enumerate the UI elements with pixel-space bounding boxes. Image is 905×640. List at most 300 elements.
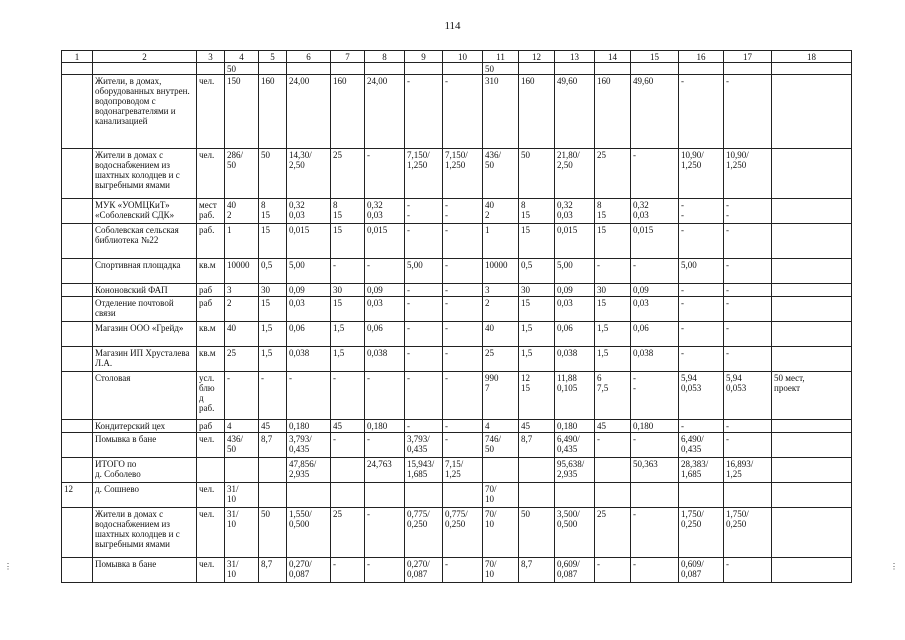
table-cell: 50,363 bbox=[631, 458, 679, 483]
table-cell: - bbox=[595, 558, 631, 583]
table-cell: 0,775/ 0,250 bbox=[405, 508, 443, 558]
table-cell bbox=[62, 433, 93, 458]
table-cell bbox=[679, 483, 724, 508]
table-cell: Столовая bbox=[93, 372, 197, 420]
table-cell: 3,793/ 0,435 bbox=[405, 433, 443, 458]
table-row bbox=[62, 420, 852, 433]
table-cell: 25 bbox=[595, 508, 631, 558]
table-cell: - bbox=[443, 558, 483, 583]
table-cell bbox=[62, 63, 93, 75]
table-cell: 0,180 bbox=[287, 420, 331, 433]
table-cell bbox=[555, 63, 595, 75]
table-cell: 160 bbox=[331, 75, 365, 149]
table-cell: 10 bbox=[443, 51, 483, 63]
table-cell: 5,94 0,053 bbox=[679, 372, 724, 420]
table-cell: - bbox=[631, 149, 679, 199]
table-row bbox=[62, 508, 852, 558]
table-cell: - bbox=[631, 259, 679, 284]
table-cell: 0,609/ 0,087 bbox=[555, 558, 595, 583]
table-cell: чел. bbox=[197, 508, 225, 558]
table-cell: 14 bbox=[595, 51, 631, 63]
table-cell: - bbox=[405, 284, 443, 297]
table-cell: 25 bbox=[331, 508, 365, 558]
table-cell: 1,750/ 0,250 bbox=[679, 508, 724, 558]
table-cell: 0,06 bbox=[631, 322, 679, 347]
table-cell: чел. bbox=[197, 483, 225, 508]
table-cell: - bbox=[443, 284, 483, 297]
table-cell bbox=[62, 347, 93, 372]
table-body bbox=[62, 51, 852, 583]
table-cell: - bbox=[724, 259, 772, 284]
table-cell: 24,00 bbox=[365, 75, 405, 149]
table-cell bbox=[62, 259, 93, 284]
table-cell: Помывка в бане bbox=[93, 558, 197, 583]
table-cell: - bbox=[631, 508, 679, 558]
table-cell: 15 bbox=[331, 297, 365, 322]
table-cell bbox=[595, 458, 631, 483]
table-cell bbox=[724, 63, 772, 75]
table-cell bbox=[772, 63, 852, 75]
table-cell: - bbox=[724, 284, 772, 297]
table-cell bbox=[519, 483, 555, 508]
table-cell: 5 bbox=[259, 51, 287, 63]
table-cell: 1,750/ 0,250 bbox=[724, 508, 772, 558]
table-row bbox=[62, 199, 852, 224]
table-cell: 0,32 0,03 bbox=[287, 199, 331, 224]
table-cell bbox=[259, 458, 287, 483]
table-cell: - bbox=[679, 347, 724, 372]
table-cell: 1,5 bbox=[519, 347, 555, 372]
table-cell: - bbox=[331, 433, 365, 458]
data-table bbox=[61, 50, 852, 583]
table-cell: усл. блю д раб. bbox=[197, 372, 225, 420]
table-cell: - bbox=[443, 372, 483, 420]
table-cell: кв.м bbox=[197, 259, 225, 284]
table-cell: - bbox=[595, 259, 631, 284]
table-cell bbox=[405, 483, 443, 508]
table-cell: 10000 bbox=[225, 259, 259, 284]
table-cell: 14,30/ 2,50 bbox=[287, 149, 331, 199]
table-cell: 0,09 bbox=[365, 284, 405, 297]
table-cell: Жители в домах с водоснабжением из шахтных колодцев и с выгребными ямами bbox=[93, 149, 197, 199]
table-cell: 10000 bbox=[483, 259, 519, 284]
table-cell: - bbox=[724, 322, 772, 347]
table-cell: 50 bbox=[483, 63, 519, 75]
table-cell: 0,180 bbox=[555, 420, 595, 433]
table-cell: 0,180 bbox=[365, 420, 405, 433]
table-cell bbox=[365, 63, 405, 75]
table-cell bbox=[259, 483, 287, 508]
table-cell: 17 bbox=[724, 51, 772, 63]
table-cell: 49,60 bbox=[555, 75, 595, 149]
table-cell: 49,60 bbox=[631, 75, 679, 149]
table-cell: Жители, в домах, оборудованных внутрен. водопроводом с водонагревателями и канализацией bbox=[93, 75, 197, 149]
table-cell: 50 bbox=[259, 149, 287, 199]
table-cell bbox=[405, 63, 443, 75]
table-cell: 8,7 bbox=[519, 433, 555, 458]
table-cell bbox=[519, 458, 555, 483]
table-cell: 746/ 50 bbox=[483, 433, 519, 458]
table-cell: 30 bbox=[331, 284, 365, 297]
table-cell: д. Сошнево bbox=[93, 483, 197, 508]
table-cell: 6 7,5 bbox=[595, 372, 631, 420]
table-row bbox=[62, 483, 852, 508]
table-cell: 2 bbox=[93, 51, 197, 63]
table-cell bbox=[365, 483, 405, 508]
table-cell: - bbox=[724, 347, 772, 372]
table-cell: 24,00 bbox=[287, 75, 331, 149]
table-cell: 2 bbox=[225, 297, 259, 322]
table-cell bbox=[772, 433, 852, 458]
table-cell: 5,94 0,053 bbox=[724, 372, 772, 420]
table-cell: - bbox=[365, 558, 405, 583]
table-cell: 31/ 10 bbox=[225, 483, 259, 508]
table-cell: 11,88 0,105 bbox=[555, 372, 595, 420]
table-cell: 0,09 bbox=[287, 284, 331, 297]
table-cell: 8 bbox=[365, 51, 405, 63]
table-cell: - bbox=[405, 297, 443, 322]
table-cell: - bbox=[443, 75, 483, 149]
table-cell: 31/ 10 bbox=[225, 508, 259, 558]
table-cell: 3,500/ 0,500 bbox=[555, 508, 595, 558]
table-cell: 30 bbox=[595, 284, 631, 297]
table-row bbox=[62, 372, 852, 420]
table-cell: 0,775/ 0,250 bbox=[443, 508, 483, 558]
table-cell: 8,7 bbox=[259, 433, 287, 458]
table-cell bbox=[772, 347, 852, 372]
table-cell bbox=[62, 558, 93, 583]
table-cell: 8,7 bbox=[519, 558, 555, 583]
table-cell: 286/ 50 bbox=[225, 149, 259, 199]
table-cell bbox=[772, 322, 852, 347]
table-cell: 0,5 bbox=[259, 259, 287, 284]
table-cell: раб bbox=[197, 284, 225, 297]
table-cell: Отделение почтовой связи bbox=[93, 297, 197, 322]
table-row bbox=[62, 149, 852, 199]
table-cell: 15 bbox=[595, 224, 631, 259]
table-cell: 0,038 bbox=[631, 347, 679, 372]
table-cell: 6,490/ 0,435 bbox=[679, 433, 724, 458]
table-cell: 45 bbox=[259, 420, 287, 433]
table-cell: - bbox=[365, 149, 405, 199]
table-cell: 15 bbox=[519, 224, 555, 259]
table-cell: - - bbox=[443, 199, 483, 224]
table-cell: 25 bbox=[595, 149, 631, 199]
table-cell: 40 bbox=[225, 322, 259, 347]
table-cell: 5,00 bbox=[679, 259, 724, 284]
table-cell bbox=[197, 63, 225, 75]
table-cell: 18 bbox=[772, 51, 852, 63]
table-cell: кв.м bbox=[197, 322, 225, 347]
table-cell: - bbox=[724, 420, 772, 433]
table-cell: 1,5 bbox=[595, 322, 631, 347]
table-cell: Соболевская сельская библиотека №22 bbox=[93, 224, 197, 259]
table-cell: ИТОГО по д. Соболево bbox=[93, 458, 197, 483]
table-cell bbox=[62, 149, 93, 199]
table-cell: 50 мест, проект bbox=[772, 372, 852, 420]
table-cell: 12 15 bbox=[519, 372, 555, 420]
table-cell: 0,03 bbox=[555, 297, 595, 322]
table-cell: 6 bbox=[287, 51, 331, 63]
table-cell bbox=[772, 259, 852, 284]
table-cell: - bbox=[443, 347, 483, 372]
table-cell: 28,383/ 1,685 bbox=[679, 458, 724, 483]
table-cell: Помывка в бане bbox=[93, 433, 197, 458]
table-cell: чел. bbox=[197, 75, 225, 149]
table-cell: - bbox=[724, 75, 772, 149]
table-cell: 1,5 bbox=[331, 322, 365, 347]
table-cell: - bbox=[595, 433, 631, 458]
table-cell: Жители в домах с водоснабжением из шахтных колодцев и с выгребными ямами bbox=[93, 508, 197, 558]
table-cell bbox=[772, 297, 852, 322]
table-cell: - bbox=[443, 297, 483, 322]
table-cell: 15 bbox=[331, 224, 365, 259]
table-cell: 40 2 bbox=[225, 199, 259, 224]
table-row bbox=[62, 433, 852, 458]
table-cell: 15 bbox=[259, 297, 287, 322]
table-cell: 0,015 bbox=[365, 224, 405, 259]
table-cell: 1,5 bbox=[259, 322, 287, 347]
table-cell: 31/ 10 bbox=[225, 558, 259, 583]
table-cell: 11 bbox=[483, 51, 519, 63]
subheader-row bbox=[62, 63, 852, 75]
table-cell: 8 15 bbox=[519, 199, 555, 224]
table-cell: 4 bbox=[225, 420, 259, 433]
table-cell: 0,06 bbox=[287, 322, 331, 347]
table-row bbox=[62, 347, 852, 372]
table-cell: - bbox=[679, 75, 724, 149]
table-cell bbox=[287, 63, 331, 75]
table-cell: - bbox=[405, 347, 443, 372]
table-cell: 8 15 bbox=[331, 199, 365, 224]
table-cell bbox=[197, 458, 225, 483]
table-cell: 50 bbox=[519, 149, 555, 199]
table-cell: 0,609/ 0,087 bbox=[679, 558, 724, 583]
table-cell: 30 bbox=[519, 284, 555, 297]
table-cell bbox=[519, 63, 555, 75]
table-cell: 0,32 0,03 bbox=[365, 199, 405, 224]
table-cell bbox=[443, 63, 483, 75]
table-cell bbox=[331, 63, 365, 75]
table-cell bbox=[772, 420, 852, 433]
table-cell: 0,32 0,03 bbox=[631, 199, 679, 224]
table-cell: 2 bbox=[483, 297, 519, 322]
table-cell: - bbox=[679, 322, 724, 347]
table-cell: 25 bbox=[225, 347, 259, 372]
table-cell: 1 bbox=[225, 224, 259, 259]
table-cell: 7 bbox=[331, 51, 365, 63]
table-cell: 15 bbox=[595, 297, 631, 322]
table-cell: 8,7 bbox=[259, 558, 287, 583]
table-cell bbox=[62, 508, 93, 558]
table-row bbox=[62, 322, 852, 347]
table-cell: 70/ 10 bbox=[483, 558, 519, 583]
table-cell: 25 bbox=[483, 347, 519, 372]
table-cell: 436/ 50 bbox=[225, 433, 259, 458]
table-cell: 3 bbox=[225, 284, 259, 297]
table-cell: - bbox=[287, 372, 331, 420]
table-cell bbox=[772, 75, 852, 149]
table-cell: 0,03 bbox=[365, 297, 405, 322]
table-cell: 16,893/ 1,25 bbox=[724, 458, 772, 483]
table-cell: 9 bbox=[405, 51, 443, 63]
table-cell: Магазин ООО «Грейд» bbox=[93, 322, 197, 347]
table-cell: 8 15 bbox=[595, 199, 631, 224]
table-cell: 160 bbox=[595, 75, 631, 149]
table-cell: раб bbox=[197, 420, 225, 433]
table-cell: 6,490/ 0,435 bbox=[555, 433, 595, 458]
table-cell: 0,270/ 0,087 bbox=[405, 558, 443, 583]
table-cell bbox=[772, 508, 852, 558]
table-cell: 0,09 bbox=[631, 284, 679, 297]
table-cell: - bbox=[365, 433, 405, 458]
table-cell bbox=[259, 63, 287, 75]
table-cell: - bbox=[631, 558, 679, 583]
table-cell: 1,5 bbox=[595, 347, 631, 372]
table-cell: Кондитерский цех bbox=[93, 420, 197, 433]
table-cell: 40 2 bbox=[483, 199, 519, 224]
table-cell: 3,793/ 0,435 bbox=[287, 433, 331, 458]
table-cell: 3 bbox=[197, 51, 225, 63]
table-cell: 150 bbox=[225, 75, 259, 149]
table-cell: 25 bbox=[331, 149, 365, 199]
table-cell: 0,06 bbox=[555, 322, 595, 347]
table-row bbox=[62, 558, 852, 583]
table-cell: 1,5 bbox=[259, 347, 287, 372]
table-cell: 45 bbox=[331, 420, 365, 433]
table-cell bbox=[62, 284, 93, 297]
table-cell bbox=[724, 483, 772, 508]
table-cell: 10,90/ 1,250 bbox=[679, 149, 724, 199]
table-cell: 95,638/ 2,935 bbox=[555, 458, 595, 483]
table-cell: - bbox=[405, 322, 443, 347]
table-cell: 10,90/ 1,250 bbox=[724, 149, 772, 199]
table-cell bbox=[555, 483, 595, 508]
table-cell: 0,270/ 0,087 bbox=[287, 558, 331, 583]
table-cell bbox=[62, 420, 93, 433]
table-cell: 15,943/ 1,685 bbox=[405, 458, 443, 483]
table-row bbox=[62, 297, 852, 322]
table-cell bbox=[62, 199, 93, 224]
table-cell bbox=[772, 483, 852, 508]
table-cell: - bbox=[724, 224, 772, 259]
table-cell: - bbox=[724, 558, 772, 583]
table-cell bbox=[631, 63, 679, 75]
table-cell: 0,038 bbox=[287, 347, 331, 372]
table-cell: - bbox=[679, 297, 724, 322]
table-cell bbox=[93, 63, 197, 75]
table-cell: Кононовский ФАП bbox=[93, 284, 197, 297]
table-cell bbox=[225, 458, 259, 483]
column-number-row bbox=[62, 51, 852, 63]
table-cell bbox=[62, 297, 93, 322]
table-cell bbox=[483, 458, 519, 483]
table-cell bbox=[679, 63, 724, 75]
table-cell: 4 bbox=[225, 51, 259, 63]
table-cell: 50 bbox=[519, 508, 555, 558]
table-cell: - bbox=[331, 558, 365, 583]
table-cell: 160 bbox=[519, 75, 555, 149]
table-cell bbox=[631, 483, 679, 508]
table-cell: 1 bbox=[483, 224, 519, 259]
table-cell: 30 bbox=[259, 284, 287, 297]
table-cell: 8 15 bbox=[259, 199, 287, 224]
table-cell: 5,00 bbox=[287, 259, 331, 284]
right-edge-mark: ⋮ bbox=[890, 562, 898, 571]
table-cell bbox=[772, 558, 852, 583]
table-cell: кв.м bbox=[197, 347, 225, 372]
table-cell: - bbox=[724, 297, 772, 322]
table-cell: 15 bbox=[519, 297, 555, 322]
table-cell: - bbox=[225, 372, 259, 420]
table-cell: - bbox=[405, 420, 443, 433]
table-row bbox=[62, 75, 852, 149]
table-cell: 990 7 bbox=[483, 372, 519, 420]
table-cell: Магазин ИП Хрусталева Л.А. bbox=[93, 347, 197, 372]
table-cell: 40 bbox=[483, 322, 519, 347]
table-cell bbox=[772, 224, 852, 259]
left-edge-mark: ⋮ bbox=[4, 562, 12, 571]
table-cell bbox=[331, 483, 365, 508]
table-cell: - bbox=[365, 372, 405, 420]
table-cell: - - bbox=[679, 199, 724, 224]
table-cell: - bbox=[631, 433, 679, 458]
table-cell: 47,856/ 2,935 bbox=[287, 458, 331, 483]
table-cell: 45 bbox=[595, 420, 631, 433]
table-cell: 5,00 bbox=[555, 259, 595, 284]
table-cell: 24,763 bbox=[365, 458, 405, 483]
table-row bbox=[62, 458, 852, 483]
table-cell bbox=[287, 483, 331, 508]
table-cell: 70/ 10 bbox=[483, 483, 519, 508]
table-cell bbox=[772, 199, 852, 224]
table-cell: 1 bbox=[62, 51, 93, 63]
table-cell bbox=[772, 458, 852, 483]
table-cell: мест раб. bbox=[197, 199, 225, 224]
table-cell: - bbox=[331, 372, 365, 420]
table-cell: 15 bbox=[631, 51, 679, 63]
table-cell: - bbox=[443, 322, 483, 347]
table-cell: Спортивная площадка bbox=[93, 259, 197, 284]
table-cell: 15 bbox=[259, 224, 287, 259]
table-cell: 45 bbox=[519, 420, 555, 433]
table-cell: чел. bbox=[197, 149, 225, 199]
table-cell: 12 bbox=[62, 483, 93, 508]
table-cell: 5,00 bbox=[405, 259, 443, 284]
table-cell: 7,150/ 1,250 bbox=[405, 149, 443, 199]
table-cell: 21,80/ 2,50 bbox=[555, 149, 595, 199]
table-cell: 1,5 bbox=[331, 347, 365, 372]
table-cell: 0,015 bbox=[287, 224, 331, 259]
table-cell bbox=[772, 149, 852, 199]
table-cell: 50 bbox=[225, 63, 259, 75]
table-cell bbox=[62, 372, 93, 420]
table-cell: 13 bbox=[555, 51, 595, 63]
table-cell: раб bbox=[197, 297, 225, 322]
table-cell bbox=[62, 322, 93, 347]
table-cell: - bbox=[443, 433, 483, 458]
table-cell bbox=[62, 224, 93, 259]
table-cell: 12 bbox=[519, 51, 555, 63]
table-cell: - - bbox=[631, 372, 679, 420]
table-cell: 16 bbox=[679, 51, 724, 63]
table-cell: - bbox=[365, 508, 405, 558]
table-cell: 0,038 bbox=[555, 347, 595, 372]
table-cell: - bbox=[365, 259, 405, 284]
table-cell: - bbox=[679, 420, 724, 433]
table-cell: 0,09 bbox=[555, 284, 595, 297]
table-cell: - bbox=[331, 259, 365, 284]
